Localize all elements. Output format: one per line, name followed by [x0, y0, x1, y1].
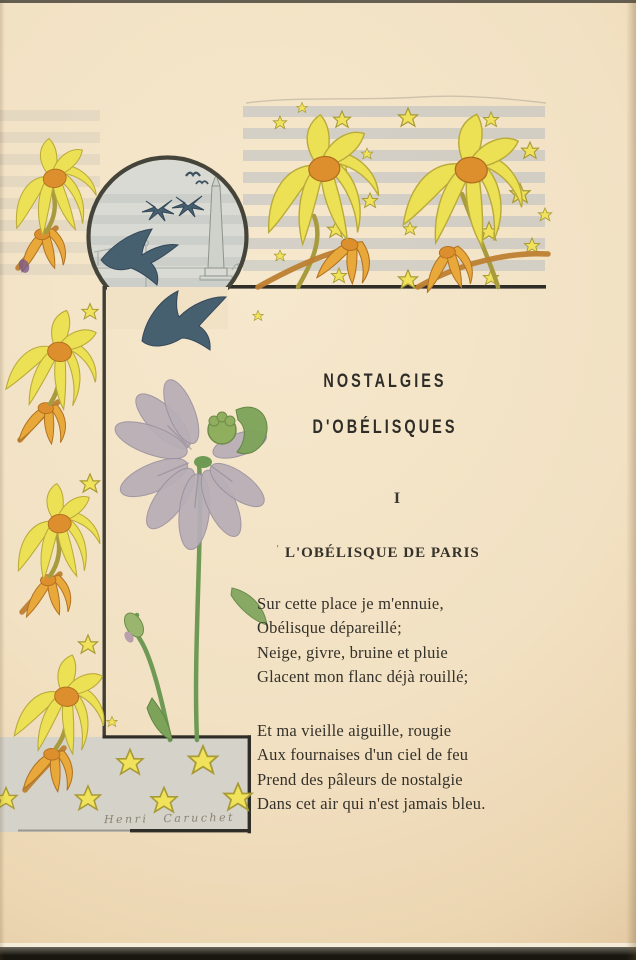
poem-subtitle: ' L'OBÉLISQUE DE PARIS	[276, 544, 480, 561]
poem-line: Aux fournaises d'un ciel de feu	[257, 745, 469, 765]
poem-line: Sur cette place je m'ennuie,	[257, 594, 444, 613]
print-artifact-mark: '	[276, 544, 280, 555]
striped-sky-band	[228, 96, 552, 292]
poem-line: Neige, givre, bruine et pluie	[257, 642, 448, 662]
poem-collection-title-line2: D'OBÉLISQUES	[312, 417, 458, 438]
poem-line: Obélisque dépareillé;	[257, 618, 402, 638]
poem-collection-title-line1: NOSTALGIES	[323, 371, 447, 392]
poem-line: Dans cet air qui n'est jamais bleu.	[257, 794, 486, 814]
poem-line: Et ma vieille aiguille, rougie	[257, 721, 452, 740]
stanza-2	[257, 719, 486, 817]
artist-signature: Henri Caruchet	[103, 810, 236, 827]
poppy-petals	[111, 375, 271, 551]
stanza-1	[257, 592, 468, 690]
poem-line: Glacent mon flanc déjà rouillé;	[257, 667, 469, 687]
poem-line: Prend des pâleurs de nostalgie	[257, 769, 463, 789]
section-numeral: I	[393, 490, 401, 507]
keyhole-left-border	[103, 286, 106, 737]
